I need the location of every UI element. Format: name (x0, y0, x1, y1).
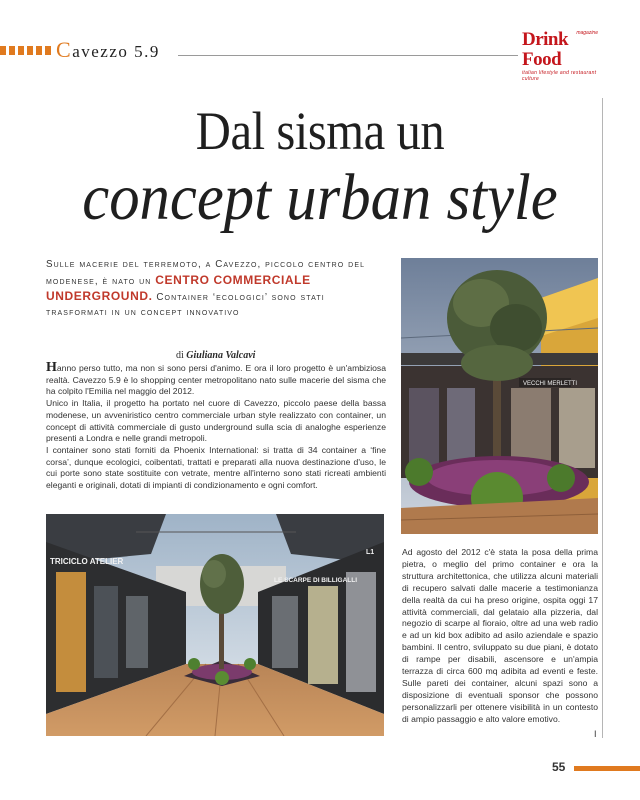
paragraph-text: anno perso tutto, ma non si sono persi d'animo. E ora il loro progetto è un'ambiziosa realtà. Cavezzo 5.9 è lo shopping center metropolitano nato sulle macerie del sisma che ha colpito l'Emilia nel maggio del 2012. (46, 363, 386, 397)
body-column-right (402, 547, 598, 726)
lead-highlight: CENTRO COMMERCIALE UNDERGROUND. (46, 272, 311, 303)
marker-bar (36, 46, 42, 55)
marker-bar (0, 46, 6, 55)
shop-sign-right: LE SCARPE DI BILLIGALLI (274, 577, 358, 584)
shop-sign: VECCHI MERLETTI (523, 381, 578, 387)
header-divider (178, 55, 518, 56)
body-column-left (46, 362, 386, 492)
lead-paragraph (46, 258, 386, 320)
headline-line-2: concept urban style (82, 161, 558, 234)
logo-small-text: magazine (576, 30, 598, 36)
byline (176, 350, 255, 361)
paragraph (46, 362, 386, 398)
paragraph: Unico in Italia, il progetto ha portato nel cuore di Cavezzo, piccolo paese della bassa modenese, un avveniristico centro commerciale urban style realizzato con container, un concept di attività commerciale di gusto underground sulla scia di analoghe esperienze presenti a Londra e nelle grandi metropoli. (46, 398, 386, 444)
logo-text: Drink Food (522, 29, 569, 70)
logo-tagline: italian lifestyle and restaurant culture (522, 70, 597, 82)
section-title-rest: avezzo 5.9 (72, 42, 160, 61)
shop-sign-left: TRICICLO ATELIER (50, 557, 124, 566)
marker-bar (27, 46, 33, 55)
paragraph: Ad agosto del 2012 c'è stata la posa della prima pietra, o meglio del primo container e ora la struttura architettonica, che utilizza alcuni materiali di recupero salvati dalle macerie a testimonianza della realtà da cui ha preso origine, ospita oggi 17 attività commerciali, dal gelataio alla pizzeria, dal negozio di scarpe al fioraio, oltre ad una web radio e ad un kid box adibito ad asilo aziendale e spazio bambini. Il centro, sviluppato su due piani, è dotato di rampe per disabili, ascensore e un'ampia terrazza di circa 600 mq adibita ad eventi e feste. Sulle pareti dei container, alcuni spazi sono a disposizione di eventuali sponsor che possono personalizzarli per ottenere visibilità in un contesto di ampio passaggio e alto valore emotivo. (402, 547, 598, 724)
photo-courtyard-tree (401, 258, 598, 534)
section-title (56, 37, 160, 63)
photo-container-gallery (46, 514, 384, 736)
drop-cap: H (46, 360, 57, 375)
lead-text-1: Sulle macerie del terremoto, a Cavezzo, piccolo centro del modenese, è nato un (46, 259, 366, 287)
section-marker-bars (0, 46, 51, 55)
author-name: Giuliana Valcavi (186, 350, 256, 361)
page-number: 55 (552, 760, 566, 774)
shop-number: L1 (366, 549, 375, 556)
lead-text-2: Container ‘ecologici’ sono stati trasformati in un concept innovativo (46, 292, 325, 318)
end-mark: I (594, 729, 597, 739)
section-title-initial: C (56, 37, 73, 62)
marker-bar (45, 46, 51, 55)
paragraph: I container sono stati forniti da Phoenix International: si tratta di 34 container a ‘fine corsa’, dunque ecologici, coibentati, trattati e preparati alla nuova destinazione d'uso, le cui porte sono state sostituite con vetrate, mentre all'interno sono stati ricreati ambienti eleganti e originali, dotati di impianti di condizionamento e ogni comfort. (46, 444, 386, 491)
headline-line-1: Dal sisma un (195, 101, 445, 161)
magazine-logo (522, 29, 600, 82)
byline-prefix: di (176, 350, 184, 361)
marker-bar (9, 46, 15, 55)
footer-accent-bar (574, 766, 640, 771)
marker-bar (18, 46, 24, 55)
